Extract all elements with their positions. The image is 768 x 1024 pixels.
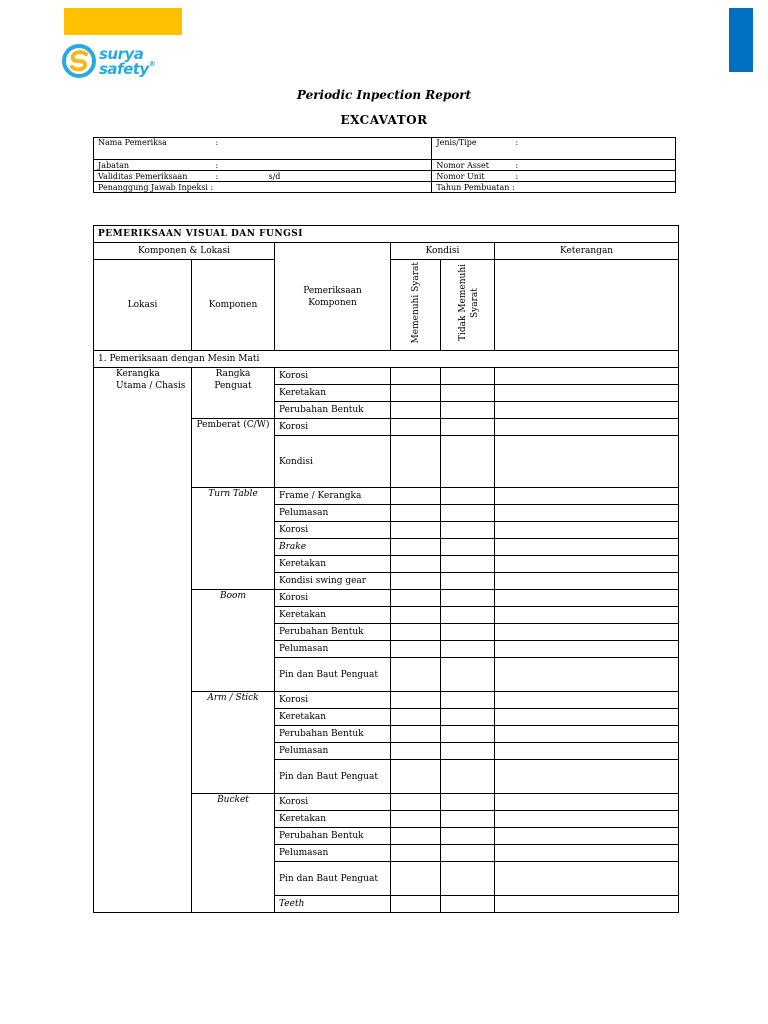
memenuhi-checkbox-cell[interactable] xyxy=(391,896,441,913)
pemeriksaan-item: Keretakan xyxy=(275,607,391,624)
komponen-group-cell xyxy=(192,590,275,692)
blue-side-bar xyxy=(729,8,753,72)
header-kondisi: Kondisi xyxy=(391,243,495,260)
tidak-memenuhi-checkbox-cell[interactable] xyxy=(441,402,495,419)
header-lokasi: Lokasi xyxy=(94,260,192,351)
memenuhi-checkbox-cell[interactable] xyxy=(391,556,441,573)
pemeriksaan-item: Korosi xyxy=(275,794,391,811)
pemeriksaan-item: Keretakan xyxy=(275,709,391,726)
pemeriksaan-item: Korosi xyxy=(275,522,391,539)
keterangan-cell[interactable] xyxy=(495,522,679,539)
pemeriksaan-item: Pin dan Baut Penguat xyxy=(275,658,391,692)
memenuhi-checkbox-cell[interactable] xyxy=(391,522,441,539)
keterangan-cell[interactable] xyxy=(495,607,679,624)
memenuhi-checkbox-cell[interactable] xyxy=(391,539,441,556)
komponen-label: Boom xyxy=(220,591,246,601)
tidak-memenuhi-checkbox-cell[interactable] xyxy=(441,828,495,845)
nomor-unit-cell[interactable]: Nomor Unit : xyxy=(432,171,676,182)
keterangan-cell[interactable] xyxy=(495,641,679,658)
memenuhi-checkbox-cell[interactable] xyxy=(391,573,441,590)
header-tidak-memenuhi: Tidak Memenuhi Syarat xyxy=(457,264,480,342)
header-tidak-cell xyxy=(441,260,495,351)
pemeriksaan-item: Pelumasan xyxy=(275,641,391,658)
memenuhi-checkbox-cell[interactable] xyxy=(391,726,441,743)
komponen-group-cell xyxy=(192,419,275,488)
header-memenuhi: Memenuhi Syarat xyxy=(410,262,421,344)
pemeriksaan-item: Perubahan Bentuk xyxy=(275,726,391,743)
report-subtitle: EXCAVATOR xyxy=(340,113,428,127)
surya-safety-logo xyxy=(62,44,222,84)
pemeriksaan-item: Perubahan Bentuk xyxy=(275,402,391,419)
tidak-memenuhi-checkbox-cell[interactable] xyxy=(441,743,495,760)
keterangan-cell[interactable] xyxy=(495,556,679,573)
header-keterangan-blank xyxy=(495,260,679,351)
tidak-memenuhi-checkbox-cell[interactable] xyxy=(441,726,495,743)
header-komponen-lokasi: Komponen & Lokasi xyxy=(94,243,275,260)
keterangan-cell[interactable] xyxy=(495,402,679,419)
memenuhi-checkbox-cell[interactable] xyxy=(391,828,441,845)
keterangan-cell[interactable] xyxy=(495,794,679,811)
tidak-memenuhi-checkbox-cell[interactable] xyxy=(441,539,495,556)
header-pemeriksaan: Pemeriksaan Komponen xyxy=(275,243,391,351)
keterangan-cell[interactable] xyxy=(495,811,679,828)
table-row xyxy=(94,368,679,385)
memenuhi-checkbox-cell[interactable] xyxy=(391,402,441,419)
memenuhi-checkbox-cell[interactable] xyxy=(391,385,441,402)
tidak-memenuhi-checkbox-cell[interactable] xyxy=(441,488,495,505)
inspection-table xyxy=(93,225,679,913)
header-keterangan: Keterangan xyxy=(495,243,679,260)
komponen-group-cell xyxy=(192,692,275,794)
memenuhi-checkbox-cell[interactable] xyxy=(391,607,441,624)
tidak-memenuhi-checkbox-cell[interactable] xyxy=(441,385,495,402)
pemeriksaan-item: Korosi xyxy=(275,368,391,385)
penanggung-jawab-cell[interactable]: Penanggung Jawab Inpeksi : xyxy=(94,182,432,193)
section1-title: 1. Pemeriksaan dengan Mesin Mati xyxy=(94,351,679,368)
keterangan-cell[interactable] xyxy=(495,488,679,505)
tidak-memenuhi-checkbox-cell[interactable] xyxy=(441,436,495,488)
keterangan-cell[interactable] xyxy=(495,539,679,556)
tidak-memenuhi-checkbox-cell[interactable] xyxy=(441,709,495,726)
keterangan-cell[interactable] xyxy=(495,590,679,607)
memenuhi-checkbox-cell[interactable] xyxy=(391,641,441,658)
keterangan-cell[interactable] xyxy=(495,743,679,760)
memenuhi-checkbox-cell[interactable] xyxy=(391,590,441,607)
nama-pemeriksa-cell[interactable]: Nama Pemeriksa : xyxy=(94,138,432,160)
header-memenuhi-cell xyxy=(391,260,441,351)
keterangan-cell[interactable] xyxy=(495,505,679,522)
validitas-cell[interactable]: Validitas Pemeriksaan : s/d xyxy=(94,171,432,182)
pemeriksaan-item: Pin dan Baut Penguat xyxy=(275,760,391,794)
memenuhi-checkbox-cell[interactable] xyxy=(391,624,441,641)
keterangan-cell[interactable] xyxy=(495,436,679,488)
logo-text-line1: surya xyxy=(99,45,144,63)
pemeriksaan-item: Kondisi xyxy=(275,436,391,488)
pemeriksaan-item: Kondisi swing gear xyxy=(275,573,391,590)
memenuhi-checkbox-cell[interactable] xyxy=(391,488,441,505)
keterangan-cell[interactable] xyxy=(495,896,679,913)
jabatan-cell[interactable]: Jabatan : xyxy=(94,160,432,171)
tidak-memenuhi-checkbox-cell[interactable] xyxy=(441,505,495,522)
nomor-asset-cell[interactable]: Nomor Asset : xyxy=(432,160,676,171)
komponen-label: Pemberat (C/W) xyxy=(196,420,270,430)
tidak-memenuhi-checkbox-cell[interactable] xyxy=(441,896,495,913)
tidak-memenuhi-checkbox-cell[interactable] xyxy=(441,811,495,828)
tahun-pembuatan-cell[interactable]: Tahun Pembuatan : xyxy=(432,182,676,193)
tidak-memenuhi-checkbox-cell[interactable] xyxy=(441,794,495,811)
komponen-group-cell xyxy=(192,368,275,419)
section-title: PEMERIKSAAN VISUAL DAN FUNGSI xyxy=(94,226,679,243)
pemeriksaan-item: Keretakan xyxy=(275,385,391,402)
memenuhi-checkbox-cell[interactable] xyxy=(391,692,441,709)
header-komponen: Komponen xyxy=(192,260,275,351)
report-title: Periodic Inpection Report xyxy=(296,88,472,102)
pemeriksaan-item: Brake xyxy=(275,539,391,556)
memenuhi-checkbox-cell[interactable] xyxy=(391,368,441,385)
tidak-memenuhi-checkbox-cell[interactable] xyxy=(441,862,495,896)
komponen-label: Bucket xyxy=(217,795,249,805)
tidak-memenuhi-checkbox-cell[interactable] xyxy=(441,760,495,794)
pemeriksaan-item: Korosi xyxy=(275,419,391,436)
logo-text-line2: safety® xyxy=(99,60,156,78)
keterangan-cell[interactable] xyxy=(495,760,679,794)
keterangan-cell[interactable] xyxy=(495,368,679,385)
keterangan-cell[interactable] xyxy=(495,573,679,590)
pemeriksaan-item: Frame / Kerangka xyxy=(275,488,391,505)
tidak-memenuhi-checkbox-cell[interactable] xyxy=(441,692,495,709)
keterangan-cell[interactable] xyxy=(495,828,679,845)
komponen-label: Turn Table xyxy=(208,489,258,499)
keterangan-cell[interactable] xyxy=(495,692,679,709)
keterangan-cell[interactable] xyxy=(495,726,679,743)
pemeriksaan-item: Keretakan xyxy=(275,811,391,828)
tidak-memenuhi-checkbox-cell[interactable] xyxy=(441,368,495,385)
memenuhi-checkbox-cell[interactable] xyxy=(391,436,441,488)
memenuhi-checkbox-cell[interactable] xyxy=(391,658,441,692)
tidak-memenuhi-checkbox-cell[interactable] xyxy=(441,624,495,641)
pemeriksaan-item: Pin dan Baut Penguat xyxy=(275,862,391,896)
memenuhi-checkbox-cell[interactable] xyxy=(391,505,441,522)
memenuhi-checkbox-cell[interactable] xyxy=(391,862,441,896)
memenuhi-checkbox-cell[interactable] xyxy=(391,419,441,436)
tidak-memenuhi-checkbox-cell[interactable] xyxy=(441,658,495,692)
tidak-memenuhi-checkbox-cell[interactable] xyxy=(441,590,495,607)
keterangan-cell[interactable] xyxy=(495,862,679,896)
tidak-memenuhi-checkbox-cell[interactable] xyxy=(441,556,495,573)
pemeriksaan-item: Keretakan xyxy=(275,556,391,573)
keterangan-cell[interactable] xyxy=(495,385,679,402)
memenuhi-checkbox-cell[interactable] xyxy=(391,845,441,862)
pemeriksaan-item: Pelumasan xyxy=(275,505,391,522)
pemeriksaan-item: Teeth xyxy=(275,896,391,913)
keterangan-cell[interactable] xyxy=(495,845,679,862)
info-table xyxy=(93,137,676,193)
komponen-label: Arm / Stick xyxy=(207,693,259,703)
tidak-memenuhi-checkbox-cell[interactable] xyxy=(441,845,495,862)
tidak-memenuhi-checkbox-cell[interactable] xyxy=(441,522,495,539)
pemeriksaan-item: Pelumasan xyxy=(275,845,391,862)
keterangan-cell[interactable] xyxy=(495,658,679,692)
keterangan-cell[interactable] xyxy=(495,624,679,641)
yellow-header-bar xyxy=(64,8,182,35)
tidak-memenuhi-checkbox-cell[interactable] xyxy=(441,607,495,624)
keterangan-cell[interactable] xyxy=(495,419,679,436)
memenuhi-checkbox-cell[interactable] xyxy=(391,794,441,811)
keterangan-cell[interactable] xyxy=(495,709,679,726)
logo-mark-icon xyxy=(62,44,96,78)
lokasi-cell xyxy=(94,368,192,913)
memenuhi-checkbox-cell[interactable] xyxy=(391,811,441,828)
tidak-memenuhi-checkbox-cell[interactable] xyxy=(441,573,495,590)
pemeriksaan-item: Korosi xyxy=(275,590,391,607)
memenuhi-checkbox-cell[interactable] xyxy=(391,709,441,726)
memenuhi-checkbox-cell[interactable] xyxy=(391,760,441,794)
komponen-label: Rangka Penguat xyxy=(214,369,252,391)
pemeriksaan-item: Pelumasan xyxy=(275,743,391,760)
memenuhi-checkbox-cell[interactable] xyxy=(391,743,441,760)
komponen-group-cell xyxy=(192,794,275,913)
tidak-memenuhi-checkbox-cell[interactable] xyxy=(441,419,495,436)
lokasi-label: Kerangka Utama / Chasis xyxy=(116,369,186,391)
jenis-tipe-cell[interactable]: Jenis/Tipe : xyxy=(432,138,676,160)
komponen-group-cell xyxy=(192,488,275,590)
tidak-memenuhi-checkbox-cell[interactable] xyxy=(441,641,495,658)
pemeriksaan-item: Perubahan Bentuk xyxy=(275,828,391,845)
pemeriksaan-item: Korosi xyxy=(275,692,391,709)
pemeriksaan-item: Perubahan Bentuk xyxy=(275,624,391,641)
